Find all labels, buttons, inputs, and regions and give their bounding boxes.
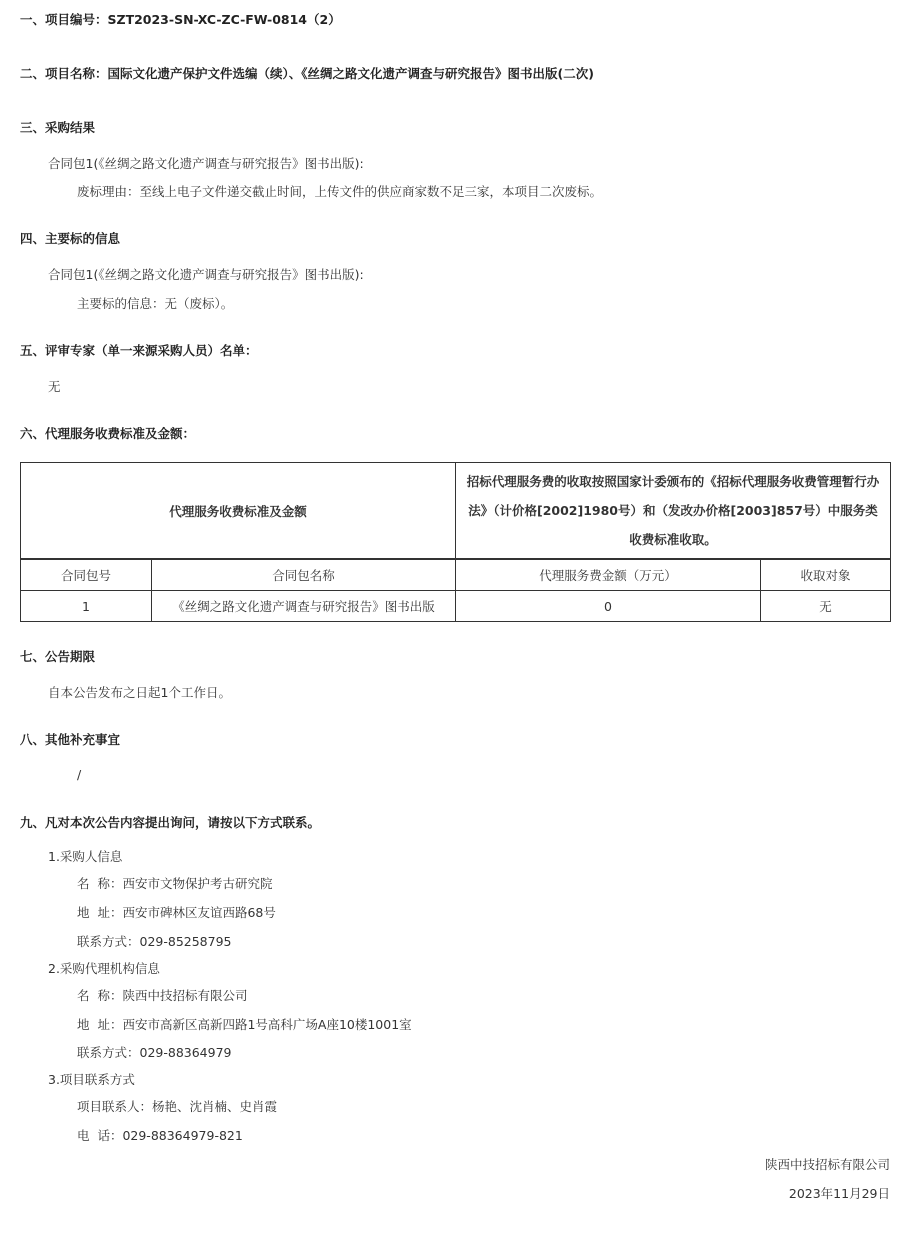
main-info-package: 合同包1(《丝绸之路文化遗产调查与研究报告》图书出版):	[48, 267, 364, 282]
section-fee: 六、代理服务收费标准及金额：	[20, 426, 196, 441]
cell-package-no: 1	[21, 591, 152, 622]
section-main-info: 四、主要标的信息	[20, 231, 121, 246]
section-experts: 五、评审专家（单一来源采购人员）名单：	[20, 343, 258, 358]
section-project-number: 一、项目编号：SZT2023-SN-XC-ZC-FW-0814（2）	[20, 12, 341, 27]
project-contact-title: 3.项目联系方式	[48, 1072, 135, 1087]
agent-title: 2.采购代理机构信息	[48, 961, 160, 976]
experts-value: 无	[48, 379, 61, 394]
other-value: /	[77, 767, 82, 782]
fee-table	[20, 462, 891, 622]
buyer-title: 1.采购人信息	[48, 849, 123, 864]
signature-company: 陕西中技招标有限公司	[764, 1157, 890, 1172]
result-package: 合同包1(《丝绸之路文化遗产调查与研究报告》图书出版):	[48, 156, 364, 171]
buyer-name: 名 称：西安市文物保护考古研究院	[77, 876, 273, 891]
result-reason: 废标理由：至线上电子文件递交截止时间，上传文件的供应商家数不足三家，本项目二次废标。	[77, 184, 603, 199]
header-collect-target: 收取对象	[761, 559, 891, 591]
agent-phone: 联系方式：029-88364979	[77, 1045, 232, 1060]
cell-fee-amount: 0	[456, 591, 761, 622]
section-procurement-result: 三、采购结果	[20, 120, 96, 135]
header-package-name: 合同包名称	[152, 559, 456, 591]
main-info-detail: 主要标的信息：无（废标）。	[77, 296, 234, 311]
section-project-name: 二、项目名称：国际文化遗产保护文件选编（续）、《丝绸之路文化遗产调查与研究报告》图书出版(二次)	[20, 66, 594, 81]
buyer-address: 地 址：西安市碑林区友谊西路68号	[77, 905, 276, 920]
table-row	[21, 591, 891, 622]
header-package-no: 合同包号	[21, 559, 152, 591]
signature-date: 2023年11月29日	[788, 1186, 890, 1201]
agent-address: 地 址：西安市高新区高新四路1号高科广场A座10楼1001室	[77, 1017, 412, 1032]
section-other: 八、其他补充事宜	[20, 732, 121, 747]
project-contact-person: 项目联系人：杨艳、沈肖楠、史肖霞	[77, 1099, 278, 1114]
project-contact-phone: 电 话：029-88364979-821	[77, 1128, 243, 1143]
buyer-phone: 联系方式：029-85258795	[77, 934, 232, 949]
fee-label-cell: 代理服务收费标准及金额	[21, 463, 456, 560]
fee-standard-cell: 招标代理服务费的收取按照国家计委颁布的《招标代理服务收费管理暂行办法》（计价格[2002]1980号）和（发改办价格[2003]857号）中服务类收费标准收取。	[456, 463, 891, 560]
period-value: 自本公告发布之日起1个工作日。	[48, 685, 231, 700]
cell-package-name: 《丝绸之路文化遗产调查与研究报告》图书出版	[152, 591, 456, 622]
section-contact: 九、凡对本次公告内容提出询问，请按以下方式联系。	[20, 815, 321, 830]
cell-collect-target: 无	[761, 591, 891, 622]
section-period: 七、公告期限	[20, 649, 96, 664]
agent-name: 名 称：陕西中技招标有限公司	[77, 988, 248, 1003]
header-fee-amount: 代理服务费金额（万元）	[456, 559, 761, 591]
